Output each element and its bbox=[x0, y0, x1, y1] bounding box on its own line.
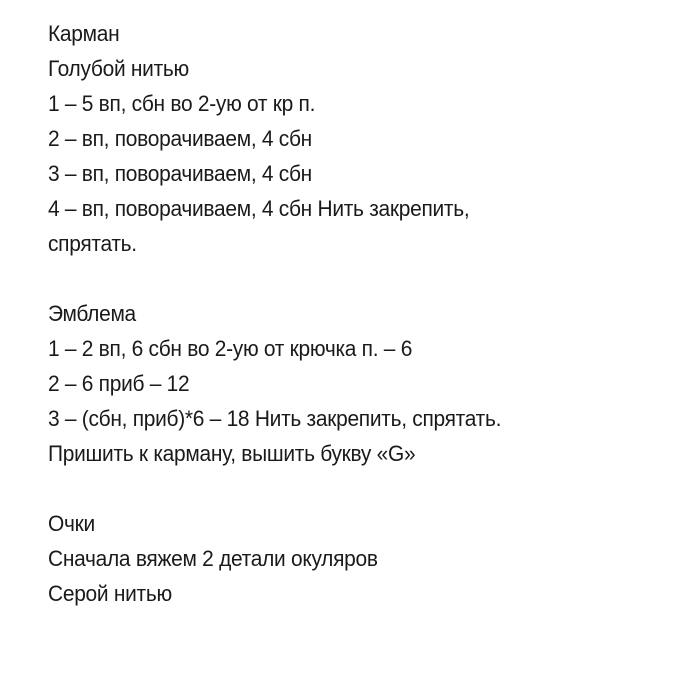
text-line: 3 – (сбн, приб)*6 – 18 Нить закрепить, спрятать. bbox=[48, 406, 502, 431]
section-title: Очки bbox=[48, 511, 95, 536]
text-line: 2 – вп, поворачиваем, 4 сбн bbox=[48, 126, 312, 151]
text-line: Голубой нитью bbox=[48, 56, 189, 81]
spacer bbox=[48, 471, 670, 506]
section-pocket bbox=[48, 16, 670, 261]
text-line: 1 – 2 вп, 6 сбн во 2-ую от крючка п. – 6 bbox=[48, 336, 413, 361]
text-line: 4 – вп, поворачиваем, 4 сбн Нить закрепить, bbox=[48, 196, 470, 221]
section-title: Карман bbox=[48, 21, 120, 46]
section-title: Эмблема bbox=[48, 301, 136, 326]
pattern-document bbox=[48, 16, 670, 611]
text-line: 1 – 5 вп, сбн во 2-ую от кр п. bbox=[48, 91, 316, 116]
section-glasses bbox=[48, 506, 670, 611]
text-line: Серой нитью bbox=[48, 581, 172, 606]
text-line: спрятать. bbox=[48, 231, 137, 256]
text-line: Сначала вяжем 2 детали окуляров bbox=[48, 546, 378, 571]
text-line: 2 – 6 приб – 12 bbox=[48, 371, 190, 396]
text-line: 3 – вп, поворачиваем, 4 сбн bbox=[48, 161, 312, 186]
text-line: Пришить к карману, вышить букву «G» bbox=[48, 441, 416, 466]
section-emblem bbox=[48, 296, 670, 471]
spacer bbox=[48, 261, 670, 296]
